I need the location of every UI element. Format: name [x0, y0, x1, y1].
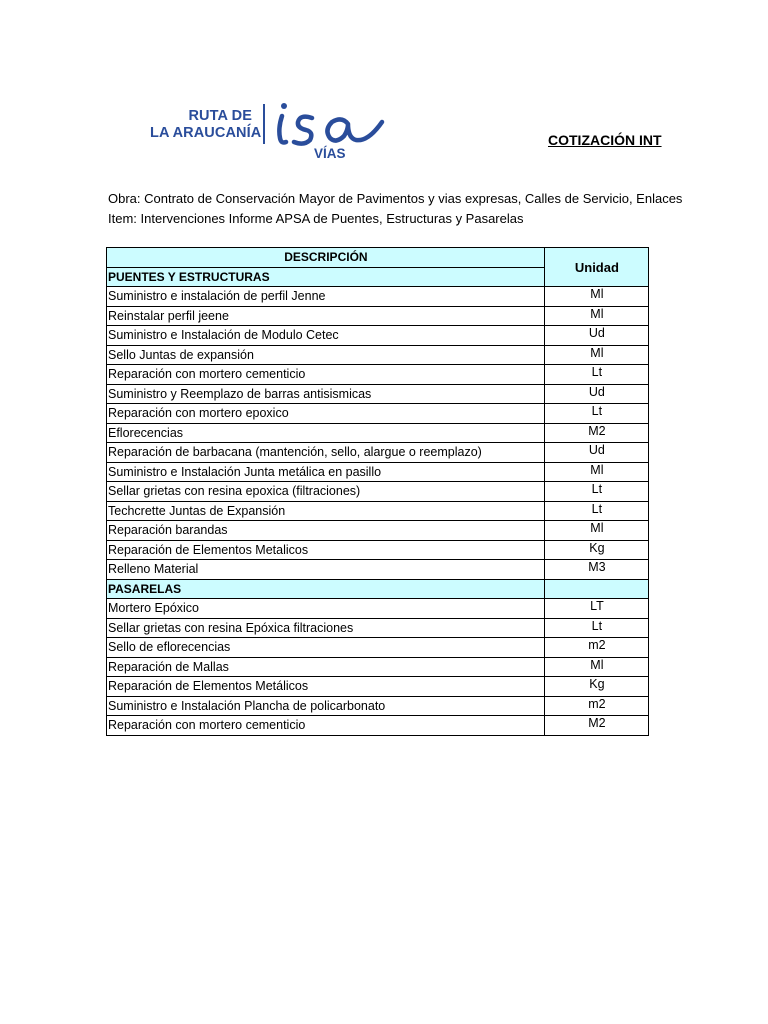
table-row	[107, 560, 649, 580]
row-unit: M2	[544, 423, 648, 443]
row-description: Sello Juntas de expansión	[107, 345, 545, 365]
logo-text-line2: LA ARAUCANÍA	[150, 125, 262, 141]
item-line: Item: Intervenciones Informe APSA de Puentes, Estructuras y Pasarelas	[108, 211, 524, 226]
table-row	[107, 501, 649, 521]
row-unit: Kg	[544, 540, 648, 560]
row-description: Reparación de barbacana (mantención, sello, alargue o reemplazo)	[107, 443, 545, 463]
row-unit: Ml	[544, 287, 648, 307]
logo-divider	[263, 104, 265, 144]
row-unit: Lt	[544, 618, 648, 638]
table-row	[107, 326, 649, 346]
row-unit: Lt	[544, 365, 648, 385]
quotation-table	[106, 247, 649, 736]
row-description: Reparación de Elementos Metalicos	[107, 540, 545, 560]
table-row	[107, 365, 649, 385]
logo-text-line1: RUTA DE	[188, 108, 252, 124]
company-logo	[150, 100, 390, 166]
row-description: Reparación barandas	[107, 521, 545, 541]
row-description: Suministro y Reemplazo de barras antisismicas	[107, 384, 545, 404]
table-row	[107, 696, 649, 716]
table-row	[107, 462, 649, 482]
row-unit: Ml	[544, 462, 648, 482]
header-unit: Unidad	[544, 248, 648, 287]
table-row	[107, 384, 649, 404]
document-title: COTIZACIÓN INT	[548, 132, 662, 148]
table-row	[107, 482, 649, 502]
row-unit: Ml	[544, 657, 648, 677]
section-title-pasarelas: PASARELAS	[107, 579, 545, 599]
row-description: Suministro e Instalación Junta metálica en pasillo	[107, 462, 545, 482]
row-description: Reparación de Elementos Metálicos	[107, 677, 545, 697]
row-unit: Lt	[544, 482, 648, 502]
row-description: Sello de eflorecencias	[107, 638, 545, 658]
row-description: Reparación con mortero cementicio	[107, 716, 545, 736]
row-description: Suministro e Instalación Plancha de policarbonato	[107, 696, 545, 716]
table-row	[107, 599, 649, 619]
isa-logo-mark	[272, 100, 392, 148]
section-unit-blank	[544, 579, 648, 599]
table-row	[107, 306, 649, 326]
logo-subtitle: VÍAS	[314, 146, 346, 161]
row-unit: Ud	[544, 443, 648, 463]
table-row	[107, 618, 649, 638]
table-header-row	[107, 248, 649, 268]
table-row	[107, 287, 649, 307]
row-description: Sellar grietas con resina Epóxica filtraciones	[107, 618, 545, 638]
row-unit: LT	[544, 599, 648, 619]
row-unit: M2	[544, 716, 648, 736]
row-unit: Ml	[544, 521, 648, 541]
row-description: Relleno Material	[107, 560, 545, 580]
table-row	[107, 716, 649, 736]
row-unit: m2	[544, 638, 648, 658]
row-unit: Ml	[544, 306, 648, 326]
row-unit: Ud	[544, 326, 648, 346]
table-row	[107, 540, 649, 560]
table-row	[107, 423, 649, 443]
row-unit: Ud	[544, 384, 648, 404]
header-description: DESCRIPCIÓN	[107, 248, 545, 268]
table-row	[107, 443, 649, 463]
row-unit: Kg	[544, 677, 648, 697]
section-row-pasarelas	[107, 579, 649, 599]
row-unit: m2	[544, 696, 648, 716]
table-row	[107, 638, 649, 658]
table-row	[107, 677, 649, 697]
row-description: Reparación con mortero cementicio	[107, 365, 545, 385]
obra-line: Obra: Contrato de Conservación Mayor de Pavimentos y vias expresas, Calles de Servicio, Enlaces	[108, 191, 683, 206]
section-title-puentes: PUENTES Y ESTRUCTURAS	[107, 267, 545, 287]
row-unit: Lt	[544, 501, 648, 521]
row-description: Sellar grietas con resina epoxica (filtraciones)	[107, 482, 545, 502]
row-description: Eflorecencias	[107, 423, 545, 443]
table-row	[107, 404, 649, 424]
row-description: Techcrette Juntas de Expansión	[107, 501, 545, 521]
row-unit: Ml	[544, 345, 648, 365]
row-description: Suministro e instalación de perfil Jenne	[107, 287, 545, 307]
row-description: Reparación de Mallas	[107, 657, 545, 677]
table-row	[107, 657, 649, 677]
row-description: Reinstalar perfil jeene	[107, 306, 545, 326]
table-row	[107, 521, 649, 541]
row-unit: M3	[544, 560, 648, 580]
row-description: Suministro e Instalación de Modulo Cetec	[107, 326, 545, 346]
row-description: Mortero Epóxico	[107, 599, 545, 619]
row-description: Reparación con mortero epoxico	[107, 404, 545, 424]
row-unit: Lt	[544, 404, 648, 424]
table-row	[107, 345, 649, 365]
